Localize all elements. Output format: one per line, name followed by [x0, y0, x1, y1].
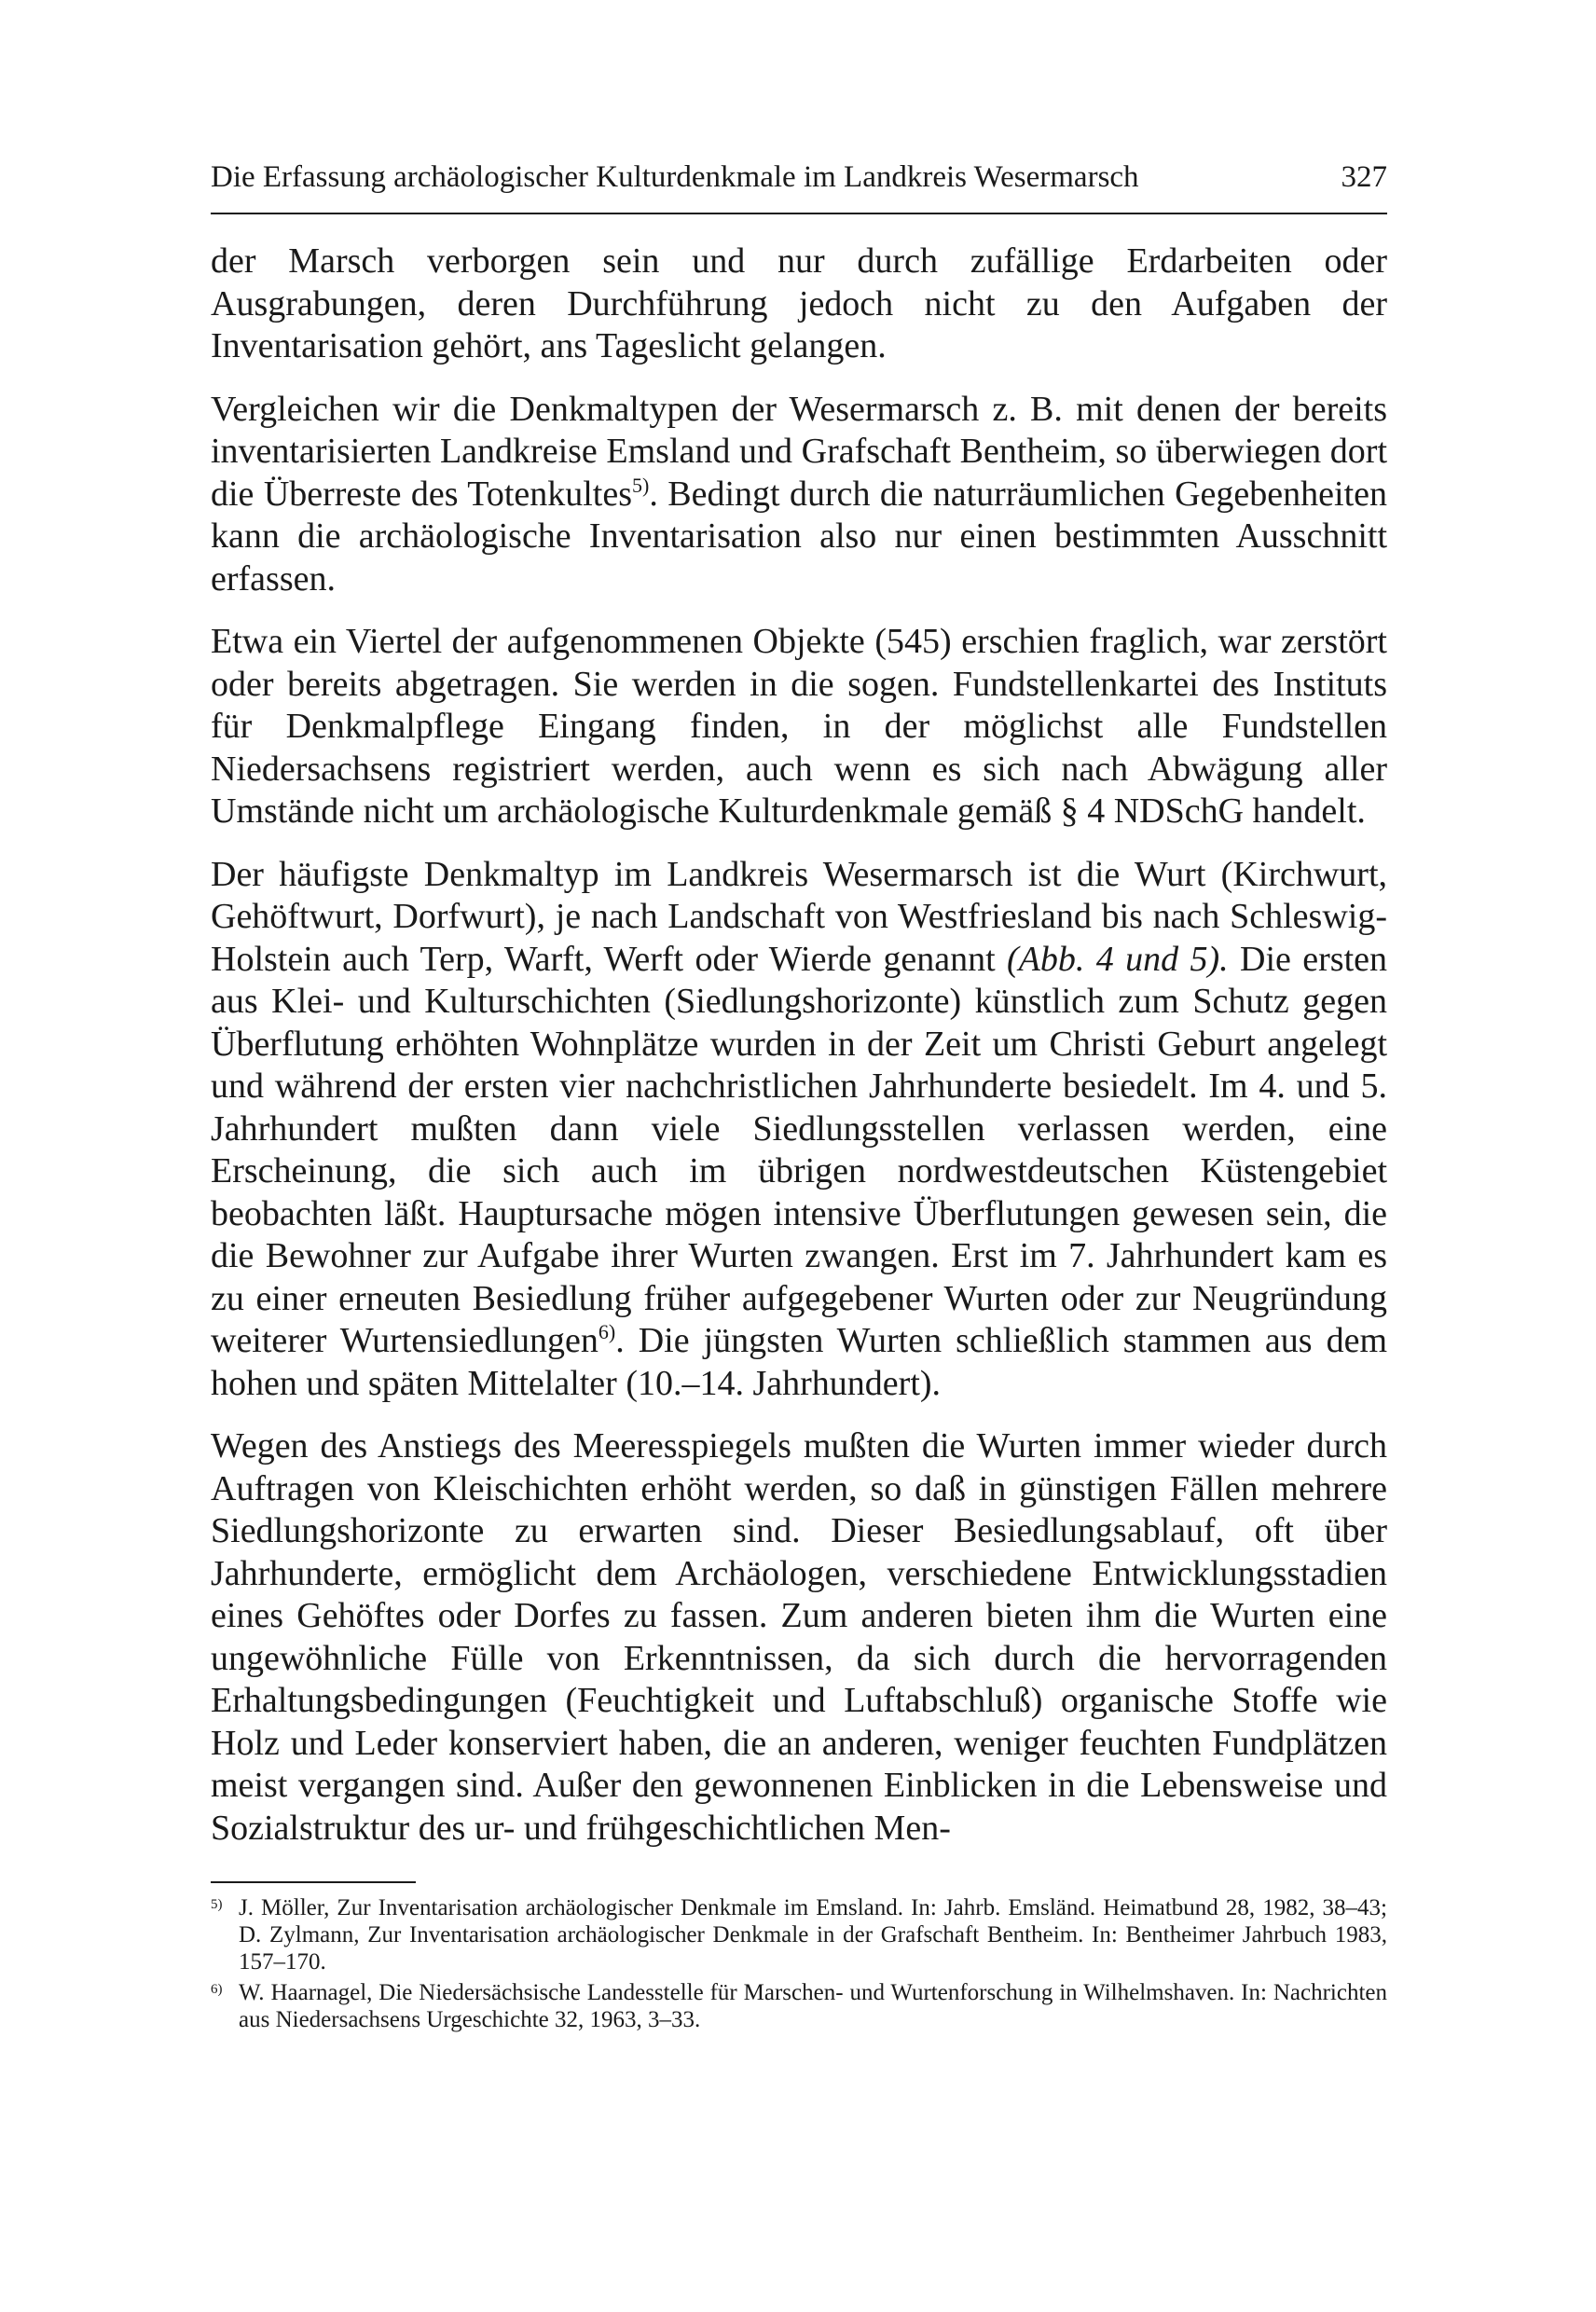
- footnote-mark: 5): [211, 1897, 223, 1912]
- page-number: 327: [1341, 160, 1387, 194]
- paragraph-text: Etwa ein Viertel der aufgenommenen Objekte (545) erschien fraglich, war zerstört oder bereits abgetragen. Sie werden in die sogen. Fundstellenkartei des Instituts für Denkmalpflege Eingang finden, in der möglichst alle Fundstellen Niedersachsens registriert werden, auch wenn es sich nach Abwägung aller Umstände nicht um archäologische Kulturdenkmale gemäß § 4 NDSchG handelt.: [211, 622, 1387, 831]
- book-page: [211, 158, 1387, 2037]
- paragraph-1: [211, 241, 1387, 368]
- running-head: [211, 158, 1387, 214]
- paragraph-text: Vergleichen wir die Denkmaltypen der Wesermarsch z. B. mit denen der bereits inventarisierten Landkreise Emsland und Grafschaft Bentheim, so überwiegen dort die Überreste des Totenkultes: [211, 389, 1387, 514]
- footnotes: [211, 1894, 1387, 2033]
- footnote-text: J. Möller, Zur Inventarisation archäologischer Denkmale im Emsland. In: Jahrb. Emsländ. Heimatbund 28, 1982, 38–43; D. Zylmann, Zur Inventarisation archäologischer Denkmale in der Grafschaft Bentheim. In: Bentheimer Jahrbuch 1983, 157–170.: [239, 1895, 1387, 1975]
- footnote: [211, 1894, 1387, 1975]
- paragraph-text: . Bedingt durch die naturräumlichen Gegebenheiten kann die archäologische Inventarisation also nur einen bestimmten Ausschnitt erfassen.: [211, 474, 1387, 599]
- footnote-divider: [211, 1881, 416, 1883]
- paragraph-2: [211, 389, 1387, 601]
- running-head-title: Die Erfassung archäologischer Kulturdenkmale im Landkreis Wesermarsch: [211, 160, 1139, 194]
- paragraph-text: der Marsch verborgen sein und nur durch zufällige Erdarbeiten oder Ausgrabungen, deren Durchführung jedoch nicht zu den Aufgaben der Inventarisation gehört, ans Tageslicht gelangen.: [211, 241, 1387, 365]
- paragraph-4: [211, 854, 1387, 1406]
- paragraph-text: . Die jüngsten Wurten schließlich stammen aus dem hohen und späten Mittelalter (10.–14. Jahrhundert).: [211, 1321, 1388, 1403]
- footnote-text: W. Haarnagel, Die Niedersächsische Landesstelle für Marschen- und Wurtenforschung in Wilhelmshaven. In: Nachrichten aus Niedersachsens Urgeschichte 32, 1963, 3–33.: [239, 1980, 1387, 2032]
- paragraph-text: Die ersten aus Klei- und Kulturschichten (Siedlungshorizonte) künstlich zum Schutz gegen Überflutung erhöhten Wohnplätze wurden in der Zeit um Christi Geburt angelegt und während der ersten vier nachchristlichen Jahrhunderte besiedelt. Im 4. und 5. Jahrhundert mußten dann viele Siedlungsstellen verlassen werden, eine Erscheinung, die sich auch im übrigen nordwestdeutschen Küstengebiet beobachten läßt. Hauptursache mögen intensive Überflutungen gewesen sein, die die Bewohner zur Aufgabe ihrer Wurten zwangen. Erst im 7. Jahrhundert kam es zu einer erneuten Besiedlung früher aufgegebener Wurten oder zur Neugründung weiterer Wurtensiedlungen: [211, 939, 1387, 1360]
- footnote-reference: 6): [598, 1320, 616, 1343]
- body-text: [211, 241, 1387, 1850]
- paragraph-text: Wegen des Anstiegs des Meeresspiegels mußten die Wurten immer wieder durch Auftragen von Kleischichten erhöht werden, so daß in günstigen Fällen mehrere Siedlungshorizonte zu erwarten sind. Dieser Besiedlungsablauf, oft über Jahrhunderte, ermöglicht dem Archäologen, verschiedene Entwicklungsstadien eines Gehöftes oder Dorfes zu fassen. Zum anderen bieten ihm die Wurten eine ungewöhnliche Fülle von Erkenntnissen, da sich durch die hervorragenden Erhaltungsbedingungen (Feuchtigkeit und Luftabschluß) organische Stoffe wie Holz und Leder konserviert haben, die an anderen, weniger feuchten Fundplätzen meist vergangen sind. Außer den gewonnenen Einblicken in die Lebensweise und Sozialstruktur des ur- und frühgeschichtlichen Men-: [211, 1426, 1387, 1848]
- figure-reference: (Abb. 4 und 5).: [1007, 939, 1229, 979]
- footnote: [211, 1979, 1387, 2033]
- footnote-mark: 6): [211, 1982, 223, 1997]
- paragraph-3: [211, 621, 1387, 833]
- paragraph-5: [211, 1425, 1387, 1850]
- footnote-reference: 5): [632, 473, 650, 497]
- paragraph-text: Der häufigste Denkmaltyp im Landkreis Wesermarsch ist die Wurt (Kirchwurt, Gehöftwurt, Dorfwurt), je nach Landschaft von Westfriesland bis nach Schleswig-Holstein auch Terp, Warft, Werft oder Wierde genannt: [211, 854, 1387, 979]
